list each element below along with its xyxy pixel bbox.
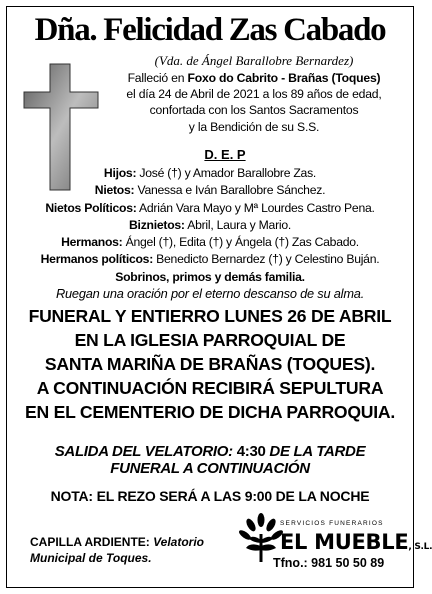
funeral-line-2: EN LA IGLESIA PARROQUIAL DE [74, 330, 346, 350]
blessing-line: y la Bendición de su S.S. [188, 119, 320, 134]
chapel-label: CAPILLA ARDIENTE: [30, 535, 150, 549]
death-place-line: Falleció en Foxo do Cabrito - Brañas (Toques) [127, 71, 381, 85]
family-hermanos: Hermanos: Ángel (†), Edita (†) y Ángela (†) Zas Cabado. [61, 235, 359, 250]
logo-services-text: SERVICIOS FUNERARIOS [280, 520, 384, 527]
death-date-line: el día 24 de Abril de 2021 a los 89 años de edad, [126, 87, 382, 102]
funeral-line-5: EN EL CEMENTERIO DE DICHA PARROQUIA. [25, 402, 395, 422]
logo-brand-name: EL MUEBLE, S.L. [280, 530, 432, 554]
funeral-announcement [0, 304, 420, 424]
funeral-line-3: SANTA MARIÑA DE BRAÑAS (TOQUES). [44, 354, 376, 374]
sacraments-line: confortada con los Santos Sacramentos [149, 103, 359, 118]
family-list [0, 165, 420, 286]
chapel-info [30, 535, 230, 566]
death-info [104, 70, 404, 135]
funeral-home-logo [240, 512, 432, 582]
prayer-line: Ruegan una oración por el eterno descanso de su alma. [55, 286, 365, 301]
family-closing: Sobrinos, primos y demás familia. [115, 269, 305, 284]
chapel-value-line-2: Municipal de Toques. [30, 550, 152, 565]
family-bisnietos: Biznietos: Abril, Laura y Mario. [129, 217, 291, 232]
family-nietos: Nietos: Vanessa e Iván Barallobre Sánchez. [94, 183, 326, 198]
family-hijos: Hijos: José (†) y Amador Barallobre Zas. [103, 166, 317, 180]
departure-info [0, 443, 420, 477]
dep-heading: D. E. P [204, 147, 246, 162]
departure-line-2: FUNERAL A CONTINUACIÓN [110, 460, 310, 477]
chapel-value: Velatorio [149, 535, 205, 549]
family-hermanos-politicos: Hermanos políticos: Benedicto Bernardez (†) y Celestino Buján. [40, 252, 380, 267]
family-nietos-politicos: Nietos Políticos: Adrián Vara Mayo y Mª Lourdes Castro Pena. [45, 200, 375, 215]
rosary-note: NOTA: EL REZO SERÁ A LAS 9:00 DE LA NOCHE [50, 488, 370, 504]
deceased-name: Dña. Felicidad Zas Cabado [34, 12, 386, 48]
logo-phone: Tfno.: 981 50 50 89 [273, 556, 385, 570]
funeral-line-1: FUNERAL Y ENTIERRO LUNES 26 DE ABRIL [28, 306, 392, 326]
funeral-line-4: A CONTINUACIÓN RECIBIRÁ SEPULTURA [36, 378, 384, 398]
widow-of-line: (Vda. de Ángel Barallobre Bernardez) [154, 53, 354, 68]
departure-time: 4:30 [236, 443, 266, 460]
departure-line-1: SALIDA DEL VELATORIO: 4:30 DE LA TARDE [54, 443, 366, 460]
